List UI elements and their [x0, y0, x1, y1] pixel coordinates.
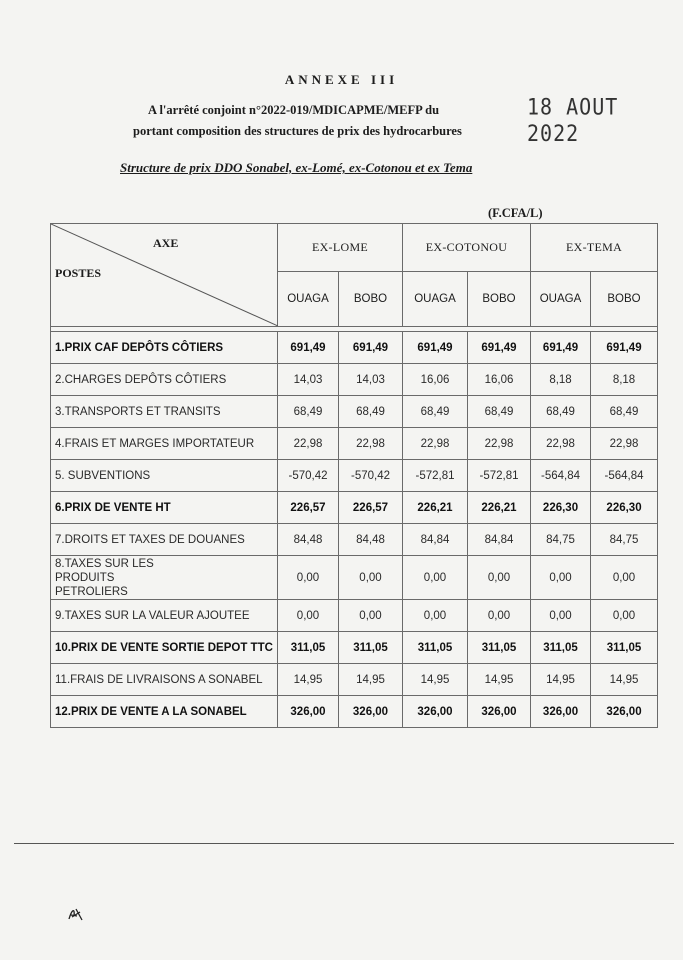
- value-cell: 68,49: [531, 396, 591, 428]
- row-label: 9.TAXES SUR LA VALEUR AJOUTEE: [51, 600, 278, 632]
- currency-unit: (F.CFA/L): [488, 206, 543, 220]
- subcol-header: OUAGA: [403, 272, 468, 327]
- value-cell: 14,95: [339, 664, 403, 696]
- value-cell: 0,00: [591, 600, 658, 632]
- value-cell: 14,03: [278, 364, 339, 396]
- value-cell: 311,05: [468, 632, 531, 664]
- value-cell: 8,18: [591, 364, 658, 396]
- subcol-header: OUAGA: [278, 272, 339, 327]
- subcol-header: OUAGA: [531, 272, 591, 327]
- value-cell: 0,00: [468, 600, 531, 632]
- value-cell: 84,48: [278, 524, 339, 556]
- group-header-ex-lome: EX-LOME: [278, 224, 403, 272]
- value-cell: 691,49: [278, 332, 339, 364]
- value-cell: 311,05: [403, 632, 468, 664]
- table-row: [51, 556, 658, 600]
- value-cell: 226,57: [339, 492, 403, 524]
- subcol-header: BOBO: [339, 272, 403, 327]
- value-cell: 0,00: [339, 556, 403, 600]
- value-cell: 84,84: [468, 524, 531, 556]
- postes-label: POSTES: [55, 266, 102, 280]
- table-row: [51, 332, 658, 364]
- bottom-rule: [14, 843, 674, 844]
- value-cell: 14,95: [278, 664, 339, 696]
- value-cell: 68,49: [591, 396, 658, 428]
- row-label: 11.FRAIS DE LIVRAISONS A SONABEL: [51, 664, 278, 696]
- value-cell: 22,98: [278, 428, 339, 460]
- table-row: [51, 632, 658, 664]
- value-cell: -564,84: [531, 460, 591, 492]
- table-row: [51, 364, 658, 396]
- initials-mark-icon: [66, 904, 86, 924]
- group-header-ex-cotonou: EX-COTONOU: [403, 224, 531, 272]
- value-cell: 326,00: [339, 696, 403, 728]
- axe-label: AXE: [153, 236, 179, 250]
- value-cell: -572,81: [403, 460, 468, 492]
- table-row: [51, 524, 658, 556]
- value-cell: 691,49: [339, 332, 403, 364]
- price-structure-table: [50, 223, 658, 728]
- value-cell: 0,00: [403, 600, 468, 632]
- row-label: 6.PRIX DE VENTE HT: [51, 492, 278, 524]
- decree-purpose: portant composition des structures de prix des hydrocarbures: [133, 124, 462, 138]
- table-row: [51, 460, 658, 492]
- group-header-ex-tema: EX-TEMA: [531, 224, 658, 272]
- value-cell: 0,00: [339, 600, 403, 632]
- value-cell: 0,00: [468, 556, 531, 600]
- value-cell: 226,21: [468, 492, 531, 524]
- value-cell: 68,49: [468, 396, 531, 428]
- value-cell: 226,21: [403, 492, 468, 524]
- value-cell: 311,05: [531, 632, 591, 664]
- value-cell: 691,49: [403, 332, 468, 364]
- row-label: 2.CHARGES DEPÔTS CÔTIERS: [51, 364, 278, 396]
- table-row: [51, 396, 658, 428]
- value-cell: -570,42: [339, 460, 403, 492]
- value-cell: 22,98: [468, 428, 531, 460]
- value-cell: 226,30: [591, 492, 658, 524]
- value-cell: 0,00: [591, 556, 658, 600]
- value-cell: 326,00: [403, 696, 468, 728]
- value-cell: 84,75: [591, 524, 658, 556]
- value-cell: 14,95: [468, 664, 531, 696]
- decree-reference: A l'arrêté conjoint n°2022-019/MDICAPME/MEFP du: [148, 103, 440, 117]
- value-cell: -564,84: [591, 460, 658, 492]
- value-cell: 691,49: [591, 332, 658, 364]
- value-cell: 16,06: [468, 364, 531, 396]
- value-cell: -570,42: [278, 460, 339, 492]
- row-label: 7.DROITS ET TAXES DE DOUANES: [51, 524, 278, 556]
- value-cell: 326,00: [531, 696, 591, 728]
- table-row: [51, 428, 658, 460]
- value-cell: 22,98: [531, 428, 591, 460]
- value-cell: 311,05: [278, 632, 339, 664]
- value-cell: 226,30: [531, 492, 591, 524]
- value-cell: 68,49: [403, 396, 468, 428]
- value-cell: 311,05: [591, 632, 658, 664]
- table-row: [51, 664, 658, 696]
- value-cell: 22,98: [339, 428, 403, 460]
- row-label: 8.TAXES SUR LES PRODUITS PETROLIERS: [51, 556, 278, 600]
- row-label: 5. SUBVENTIONS: [51, 460, 278, 492]
- value-cell: 0,00: [531, 556, 591, 600]
- value-cell: 14,95: [591, 664, 658, 696]
- annexe-title: ANNEXE III: [284, 72, 399, 87]
- value-cell: 22,98: [591, 428, 658, 460]
- subcol-header: BOBO: [591, 272, 658, 327]
- row-label: 3.TRANSPORTS ET TRANSITS: [51, 396, 278, 428]
- value-cell: 0,00: [278, 600, 339, 632]
- value-cell: 68,49: [278, 396, 339, 428]
- value-cell: 0,00: [403, 556, 468, 600]
- value-cell: 84,75: [531, 524, 591, 556]
- value-cell: 0,00: [531, 600, 591, 632]
- value-cell: 84,48: [339, 524, 403, 556]
- value-cell: 326,00: [591, 696, 658, 728]
- value-cell: 84,84: [403, 524, 468, 556]
- value-cell: 691,49: [531, 332, 591, 364]
- value-cell: 326,00: [468, 696, 531, 728]
- row-label: 10.PRIX DE VENTE SORTIE DEPOT TTC: [51, 632, 278, 664]
- table-row: [51, 600, 658, 632]
- row-label: 12.PRIX DE VENTE A LA SONABEL: [51, 696, 278, 728]
- value-cell: -572,81: [468, 460, 531, 492]
- value-cell: 326,00: [278, 696, 339, 728]
- value-cell: 68,49: [339, 396, 403, 428]
- value-cell: 14,03: [339, 364, 403, 396]
- axe-postes-header: [51, 224, 278, 327]
- value-cell: 16,06: [403, 364, 468, 396]
- row-label: 4.FRAIS ET MARGES IMPORTATEUR: [51, 428, 278, 460]
- value-cell: 14,95: [403, 664, 468, 696]
- value-cell: 0,00: [278, 556, 339, 600]
- row-label: 1.PRIX CAF DEPÔTS CÔTIERS: [51, 332, 278, 364]
- value-cell: 22,98: [403, 428, 468, 460]
- table-row: [51, 696, 658, 728]
- value-cell: 226,57: [278, 492, 339, 524]
- value-cell: 14,95: [531, 664, 591, 696]
- value-cell: 691,49: [468, 332, 531, 364]
- value-cell: 311,05: [339, 632, 403, 664]
- document-subtitle: Structure de prix DDO Sonabel, ex-Lomé, ex-Cotonou et ex Tema: [120, 160, 473, 175]
- value-cell: 8,18: [531, 364, 591, 396]
- date-stamp: 18 AOUT 2022: [527, 93, 619, 147]
- subcol-header: BOBO: [468, 272, 531, 327]
- table-row: [51, 492, 658, 524]
